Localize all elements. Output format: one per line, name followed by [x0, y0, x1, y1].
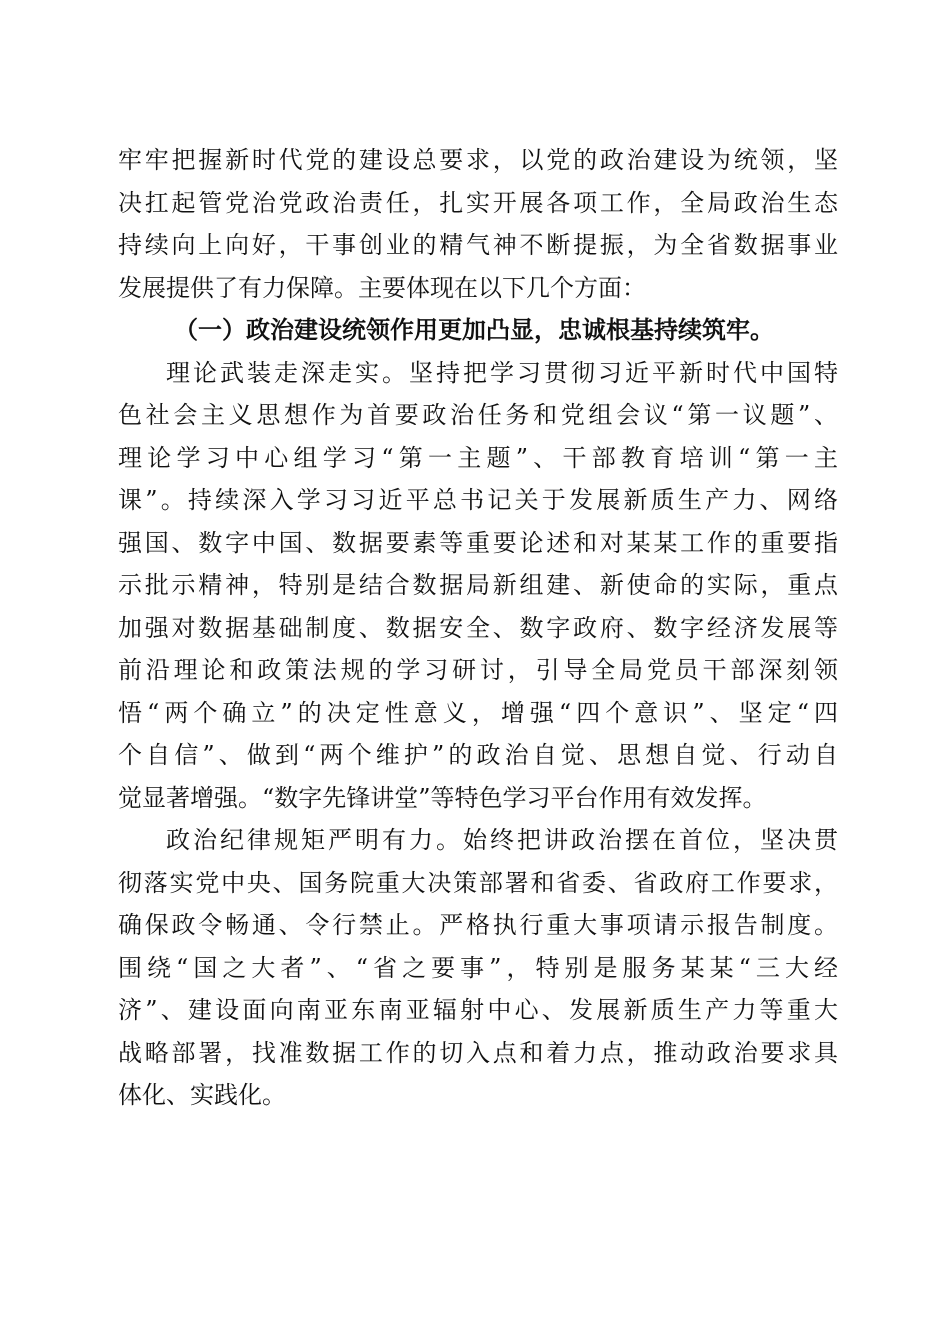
text-line: 确保政令畅通、令行禁止。严格执行重大事项请示报告制度。: [118, 911, 838, 939]
paragraph-discipline: [118, 819, 838, 1117]
text-line: 理论武装走深走实。坚持把学习贯彻习近平新时代中国特: [166, 358, 838, 387]
text-line: 发展提供了有力保障。主要体现在以下几个方面：: [118, 273, 646, 302]
text-line: 体化、实践化。: [118, 1081, 286, 1109]
text-line: 加强对数据基础制度、数据安全、数字政府、数字经济发展等: [118, 613, 838, 642]
text-line: 强国、数字中国、数据要素等重要论述和对某某工作的重要指: [118, 528, 838, 557]
text-line: 理论学习中心组学习“第一主题”、干部教育培训“第一主: [118, 443, 838, 472]
text-line: 个自信”、做到“两个维护”的政治自觉、思想自觉、行动自: [118, 741, 838, 769]
section-heading: （一）政治建设统领作用更加凸显，忠诚根基持续筑牢。: [174, 316, 774, 344]
text-line: 示批示精神，特别是结合数据局新组建、新使命的实际，重点: [118, 571, 838, 599]
text-line: 战略部署，找准数据工作的切入点和着力点，推动政治要求具: [118, 1038, 838, 1067]
text-line: 彻落实党中央、国务院重大决策部署和省委、省政府工作要求，: [118, 868, 838, 897]
text-line: 济”、建设面向南亚东南亚辐射中心、发展新质生产力等重大: [118, 996, 838, 1024]
text-line: 持续向上向好，干事创业的精气神不断提振，为全省数据事业: [118, 231, 838, 259]
document-body: [118, 139, 838, 1117]
paragraph-intro: [118, 139, 838, 309]
text-line: 牢牢把握新时代党的建设总要求，以党的政治建设为统领，坚: [118, 146, 838, 174]
text-line: 色社会主义思想作为首要政治任务和党组会议“第一议题”、: [118, 401, 838, 429]
text-line: 围绕“国之大者”、“省之要事”，特别是服务某某“三大经: [118, 953, 838, 982]
text-line: 课”。持续深入学习习近平总书记关于发展新质生产力、网络: [118, 486, 838, 514]
paragraph-theory: [118, 352, 838, 820]
text-line: 前沿理论和政策法规的学习研讨，引导全局党员干部深刻领: [118, 656, 838, 684]
text-line: 悟“两个确立”的决定性意义，增强“四个意识”、坚定“四: [118, 698, 838, 727]
text-line: 决扛起管党治党政治责任，扎实开展各项工作，全局政治生态: [118, 188, 838, 217]
text-line: 觉显著增强。“数字先锋讲堂”等特色学习平台作用有效发挥。: [118, 783, 767, 812]
text-line: 政治纪律规矩严明有力。始终把讲政治摆在首位，坚决贯: [166, 826, 838, 854]
